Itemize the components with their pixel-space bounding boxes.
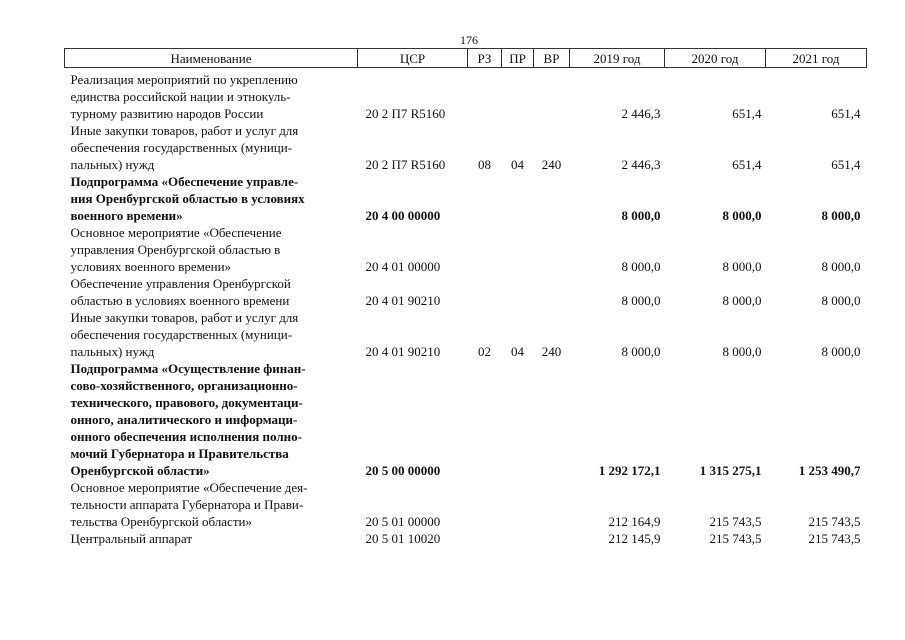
row-csr: 20 4 01 90210 — [365, 344, 441, 359]
row-name-line: областью в условиях военного времени — [70, 293, 290, 308]
header-csr: ЦСР — [358, 49, 468, 68]
row-name-line: мочий Губернатора и Правительства — [70, 446, 289, 461]
row-name-line: сово-хозяйственного, организационно- — [70, 378, 298, 393]
header-pr: ПР — [502, 49, 534, 68]
row-year-2021: 215 743,5 — [808, 514, 861, 529]
row-year-2019: 2 446,3 — [621, 157, 661, 172]
row-year-2020: 651,4 — [732, 157, 762, 172]
row-vr — [534, 530, 570, 547]
row-csr: 20 4 01 00000 — [365, 259, 441, 274]
table-row — [65, 530, 867, 547]
row-year-2021: 8 000,0 — [821, 259, 861, 274]
row-name-line: обеспечения государственных (муници- — [70, 140, 293, 155]
row-name-line: управления Оренбургской областью в — [70, 242, 281, 257]
row-year-2021: 8 000,0 — [821, 293, 861, 308]
row-vr: 240 — [541, 344, 562, 359]
page-number: 176 — [460, 33, 478, 47]
row-rz — [468, 224, 502, 275]
row-rz: 02 — [478, 344, 491, 359]
row-year-2021: 215 743,5 — [808, 531, 861, 546]
row-csr: 20 5 01 10020 — [365, 531, 441, 546]
table-row — [65, 275, 867, 309]
table-body — [65, 68, 867, 548]
row-pr — [502, 360, 534, 479]
row-csr: 20 4 00 00000 — [365, 208, 441, 223]
row-csr: 20 5 00 00000 — [365, 463, 441, 478]
row-name-line: Основное мероприятие «Обеспечение — [70, 225, 282, 240]
header-name: Наименование — [65, 49, 358, 68]
row-year-2019: 1 292 172,1 — [598, 463, 661, 478]
row-year-2019: 8 000,0 — [621, 259, 661, 274]
row-rz: 08 — [478, 157, 491, 172]
row-vr — [534, 479, 570, 530]
row-name — [65, 173, 358, 224]
row-pr: 04 — [511, 157, 524, 172]
row-year-2020: 215 743,5 — [709, 514, 762, 529]
row-name-line: Иные закупки товаров, работ и услуг для — [70, 310, 299, 325]
row-name — [65, 360, 358, 479]
row-year-2020: 8 000,0 — [722, 208, 762, 223]
row-name-line: онного обеспечения исполнения полно- — [70, 429, 302, 444]
row-rz — [468, 360, 502, 479]
row-year-2021: 1 253 490,7 — [798, 463, 861, 478]
header-rz: РЗ — [468, 49, 502, 68]
row-pr — [502, 479, 534, 530]
row-name — [65, 309, 358, 360]
row-year-2020: 8 000,0 — [722, 293, 762, 308]
row-name-line: условиях военного времени» — [70, 259, 232, 274]
row-name-line: пальных) нужд — [70, 157, 155, 172]
row-name — [65, 479, 358, 530]
header-2019: 2019 год — [570, 49, 665, 68]
row-name — [65, 224, 358, 275]
row-name-line: военного времени» — [70, 208, 183, 223]
row-name-line: Реализация мероприятий по укреплению — [70, 72, 298, 87]
row-csr: 20 4 01 90210 — [365, 293, 441, 308]
row-name-line: Оренбургской области» — [70, 463, 210, 478]
row-pr: 04 — [511, 344, 524, 359]
row-name-line: Иные закупки товаров, работ и услуг для — [70, 123, 299, 138]
row-pr — [502, 530, 534, 547]
row-rz — [468, 530, 502, 547]
row-pr — [502, 275, 534, 309]
row-name-line: Центральный аппарат — [70, 531, 193, 546]
row-year-2021: 651,4 — [831, 106, 861, 121]
row-name-line: турному развитию народов России — [70, 106, 264, 121]
row-name-line: ния Оренбургской областью в условиях — [70, 191, 305, 206]
row-vr — [534, 275, 570, 309]
row-name — [65, 68, 358, 123]
table-row — [65, 479, 867, 530]
row-csr: 20 2 П7 R5160 — [365, 106, 446, 121]
table-row — [65, 173, 867, 224]
row-name-line: Подпрограмма «Обеспечение управле- — [70, 174, 299, 189]
row-vr: 240 — [541, 157, 562, 172]
row-name-line: пальных) нужд — [70, 344, 155, 359]
table-row — [65, 224, 867, 275]
row-year-2021: 8 000,0 — [821, 344, 861, 359]
table-header-row — [65, 49, 867, 68]
table-row — [65, 122, 867, 173]
row-year-2019: 8 000,0 — [621, 293, 661, 308]
budget-table — [64, 48, 867, 547]
header-vr: ВР — [534, 49, 570, 68]
row-year-2020: 8 000,0 — [722, 259, 762, 274]
row-vr — [534, 224, 570, 275]
row-name-line: тельства Оренбургской области» — [70, 514, 252, 529]
row-year-2020: 8 000,0 — [722, 344, 762, 359]
row-pr — [502, 224, 534, 275]
row-rz — [468, 68, 502, 123]
row-name-line: Основное мероприятие «Обеспечение дея- — [70, 480, 308, 495]
row-name — [65, 530, 358, 547]
row-year-2019: 212 145,9 — [608, 531, 661, 546]
row-year-2021: 8 000,0 — [821, 208, 861, 223]
header-2021: 2021 год — [766, 49, 867, 68]
row-year-2019: 212 164,9 — [608, 514, 661, 529]
row-name-line: Обеспечение управления Оренбургской — [70, 276, 291, 291]
row-year-2019: 8 000,0 — [621, 208, 661, 223]
row-pr — [502, 68, 534, 123]
row-name-line: обеспечения государственных (муници- — [70, 327, 293, 342]
row-year-2021: 651,4 — [831, 157, 861, 172]
row-pr — [502, 173, 534, 224]
table-row — [65, 309, 867, 360]
row-name — [65, 122, 358, 173]
table-row — [65, 68, 867, 123]
row-year-2019: 2 446,3 — [621, 106, 661, 121]
header-2020: 2020 год — [665, 49, 766, 68]
row-name — [65, 275, 358, 309]
row-year-2019: 8 000,0 — [621, 344, 661, 359]
row-vr — [534, 360, 570, 479]
row-year-2020: 1 315 275,1 — [699, 463, 762, 478]
row-csr: 20 5 01 00000 — [365, 514, 441, 529]
row-name-line: онного, аналитического и информаци- — [70, 412, 298, 427]
row-rz — [468, 173, 502, 224]
row-year-2020: 651,4 — [732, 106, 762, 121]
table-row — [65, 360, 867, 479]
row-name-line: тельности аппарата Губернатора и Прави- — [70, 497, 304, 512]
row-rz — [468, 479, 502, 530]
row-name-line: Подпрограмма «Осуществление финан- — [70, 361, 306, 376]
row-year-2020: 215 743,5 — [709, 531, 762, 546]
row-name-line: единства российской нации и этнокуль- — [70, 89, 291, 104]
row-name-line: технического, правового, документаци- — [70, 395, 303, 410]
row-vr — [534, 68, 570, 123]
row-csr: 20 2 П7 R5160 — [365, 157, 446, 172]
row-rz — [468, 275, 502, 309]
row-vr — [534, 173, 570, 224]
